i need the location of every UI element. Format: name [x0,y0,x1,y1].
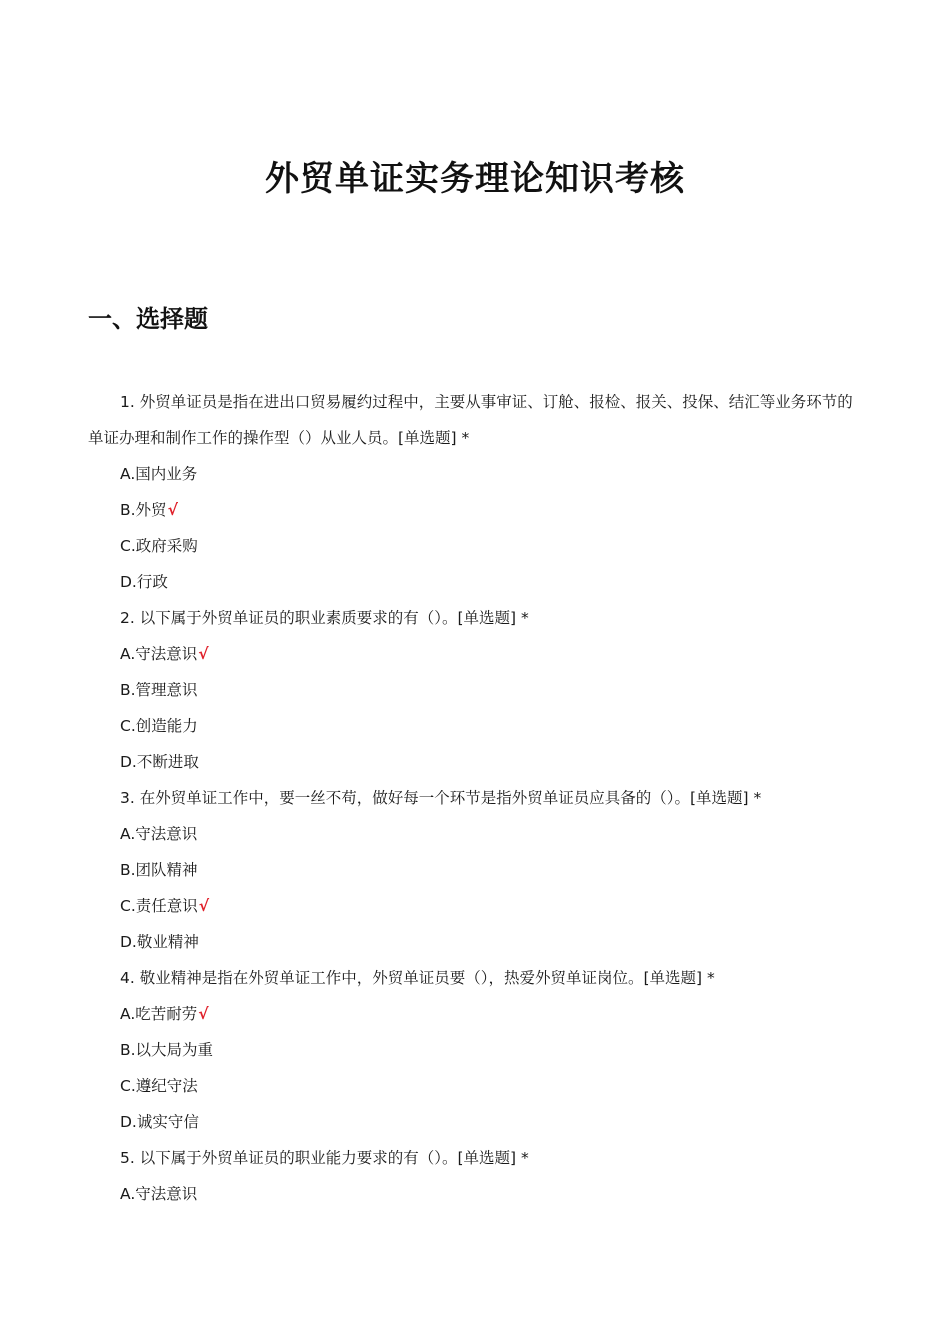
question-item [88,780,868,960]
document-title: 外贸单证实务理论知识考核 [265,159,685,199]
question-stem: 1. 外贸单证员是指在进出口贸易履约过程中，主要从事审证、订舱、报检、报关、投保、结汇等业务环节的单证办理和制作工作的操作型（）从业人员。[单选题] * [88,393,853,447]
answer-option [88,564,868,600]
option-list [88,456,868,600]
option-list [88,636,868,780]
question-item [88,1140,868,1212]
question-stem: 3. 在外贸单证工作中，要一丝不苟，做好每一个环节是指外贸单证员应具备的（）。[单选题] * [120,789,762,807]
answer-option [88,1032,868,1068]
option-label: B.以大局为重 [120,1041,214,1059]
answer-option [88,816,868,852]
correct-check-icon: √ [198,897,210,915]
option-list [88,1176,868,1212]
question-item [88,384,868,600]
section-heading: 一、选择题 [88,305,208,333]
answer-option [88,924,868,960]
answer-option [88,852,868,888]
answer-option [88,492,868,528]
option-label: A.守法意识 [120,645,198,663]
option-label: D.不断进取 [120,753,199,771]
option-label: B.外贸 [120,501,167,519]
answer-option [88,996,868,1032]
answer-option [88,744,868,780]
option-label: C.遵纪守法 [120,1077,198,1095]
question-item [88,600,868,780]
option-label: A.吃苦耐劳 [120,1005,198,1023]
answer-option [88,1104,868,1140]
answer-option [88,672,868,708]
correct-check-icon: √ [167,501,178,519]
question-stem: 5. 以下属于外贸单证员的职业能力要求的有（）。[单选题] * [120,1149,529,1167]
answer-option [88,1176,868,1212]
answer-option [88,636,868,672]
answer-option [88,888,868,924]
option-label: D.敬业精神 [120,933,199,951]
option-label: C.政府采购 [120,537,198,555]
option-label: C.责任意识 [120,897,198,915]
option-label: C.创造能力 [120,717,198,735]
correct-check-icon: √ [198,1005,209,1023]
correct-check-icon: √ [198,645,209,663]
question-stem: 4. 敬业精神是指在外贸单证工作中，外贸单证员要（），热爱外贸单证岗位。[单选题] * [120,969,715,987]
option-label: B.管理意识 [120,681,198,699]
option-label: D.诚实守信 [120,1113,199,1131]
question-item [88,960,868,1140]
option-label: A.守法意识 [120,825,198,843]
answer-option [88,1068,868,1104]
option-label: A.守法意识 [120,1185,198,1203]
answer-option [88,528,868,564]
option-list [88,996,868,1140]
option-label: B.团队精神 [120,861,198,879]
question-list [88,384,868,1212]
answer-option [88,708,868,744]
answer-option [88,456,868,492]
option-list [88,816,868,960]
option-label: A.国内业务 [120,465,198,483]
option-label: D.行政 [120,573,168,591]
question-stem: 2. 以下属于外贸单证员的职业素质要求的有（）。[单选题] * [120,609,529,627]
